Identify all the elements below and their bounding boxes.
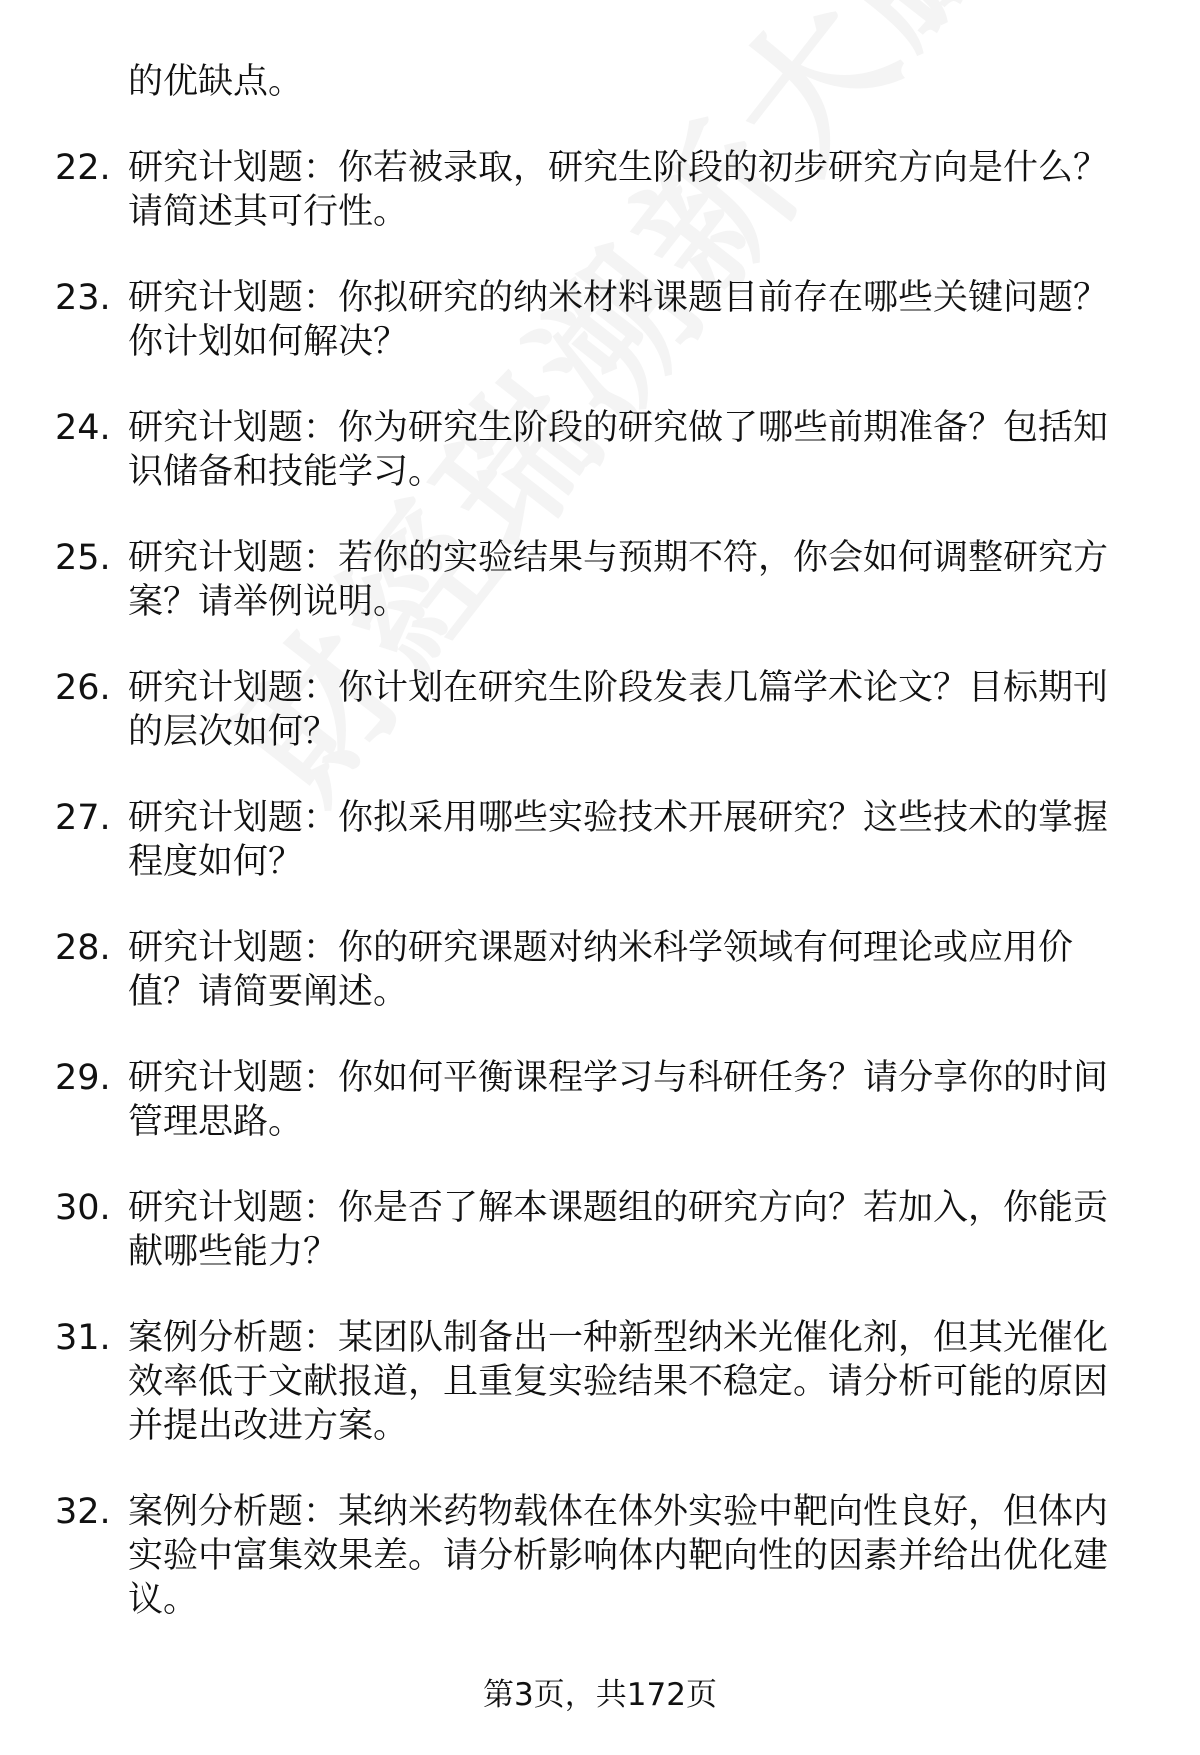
question-text: 研究计划题：若你的实验结果与预期不符，你会如何调整研究方案？请举例说明。	[128, 538, 1109, 622]
question-text: 研究计划题：你拟采用哪些实验技术开展研究？这些技术的掌握程度如何？	[128, 798, 1109, 882]
question-number: 28.	[55, 928, 111, 968]
question-text: 案例分析题：某纳米药物载体在体外实验中靶向性良好，但体内实验中富集效果差。请分析影响体内靶向性的因素并给出优化建议。	[128, 1492, 1109, 1620]
list-item	[55, 666, 1145, 754]
question-number: 29.	[55, 1058, 111, 1098]
list-item	[55, 146, 1145, 234]
list-item	[55, 796, 1145, 884]
list-item	[55, 926, 1145, 1014]
list-item	[55, 1186, 1145, 1274]
question-number: 25.	[55, 538, 111, 578]
question-text: 研究计划题：你计划在研究生阶段发表几篇学术论文？目标期刊的层次如何？	[128, 668, 1109, 752]
question-number: 27.	[55, 798, 111, 838]
question-text: 研究计划题：你拟研究的纳米材料课题目前存在哪些关键问题？你计划如何解决？	[128, 278, 1109, 362]
list-item	[55, 276, 1145, 364]
list-item	[55, 536, 1145, 624]
question-text: 研究计划题：你如何平衡课程学习与科研任务？请分享你的时间管理思路。	[128, 1058, 1109, 1142]
page-footer: 第3页，共172页	[483, 1677, 717, 1713]
list-item	[55, 1056, 1145, 1144]
question-list	[55, 60, 1145, 1664]
question-number: 32.	[55, 1492, 111, 1532]
list-item	[55, 406, 1145, 494]
question-number: 31.	[55, 1318, 111, 1358]
list-item	[55, 1490, 1145, 1622]
question-text: 研究计划题：你为研究生阶段的研究做了哪些前期准备？包括知识储备和技能学习。	[128, 408, 1109, 492]
list-item	[55, 1316, 1145, 1448]
question-number: 24.	[55, 408, 111, 448]
question-number: 26.	[55, 668, 111, 708]
question-text: 研究计划题：你的研究课题对纳米科学领域有何理论或应用价值？请简要阐述。	[128, 928, 1074, 1012]
question-number: 23.	[55, 278, 111, 318]
question-number: 30.	[55, 1188, 111, 1228]
question-text: 案例分析题：某团队制备出一种新型纳米光催化剂，但其光催化效率低于文献报道，且重复实验结果不稳定。请分析可能的原因并提出改进方案。	[128, 1318, 1109, 1446]
question-number: 22.	[55, 148, 111, 188]
question-text: 研究计划题：你若被录取，研究生阶段的初步研究方向是什么？请简述其可行性。	[128, 148, 1109, 232]
continuation-text: 的优缺点。	[128, 62, 304, 102]
question-text: 研究计划题：你是否了解本课题组的研究方向？若加入，你能贡献哪些能力？	[128, 1188, 1109, 1272]
